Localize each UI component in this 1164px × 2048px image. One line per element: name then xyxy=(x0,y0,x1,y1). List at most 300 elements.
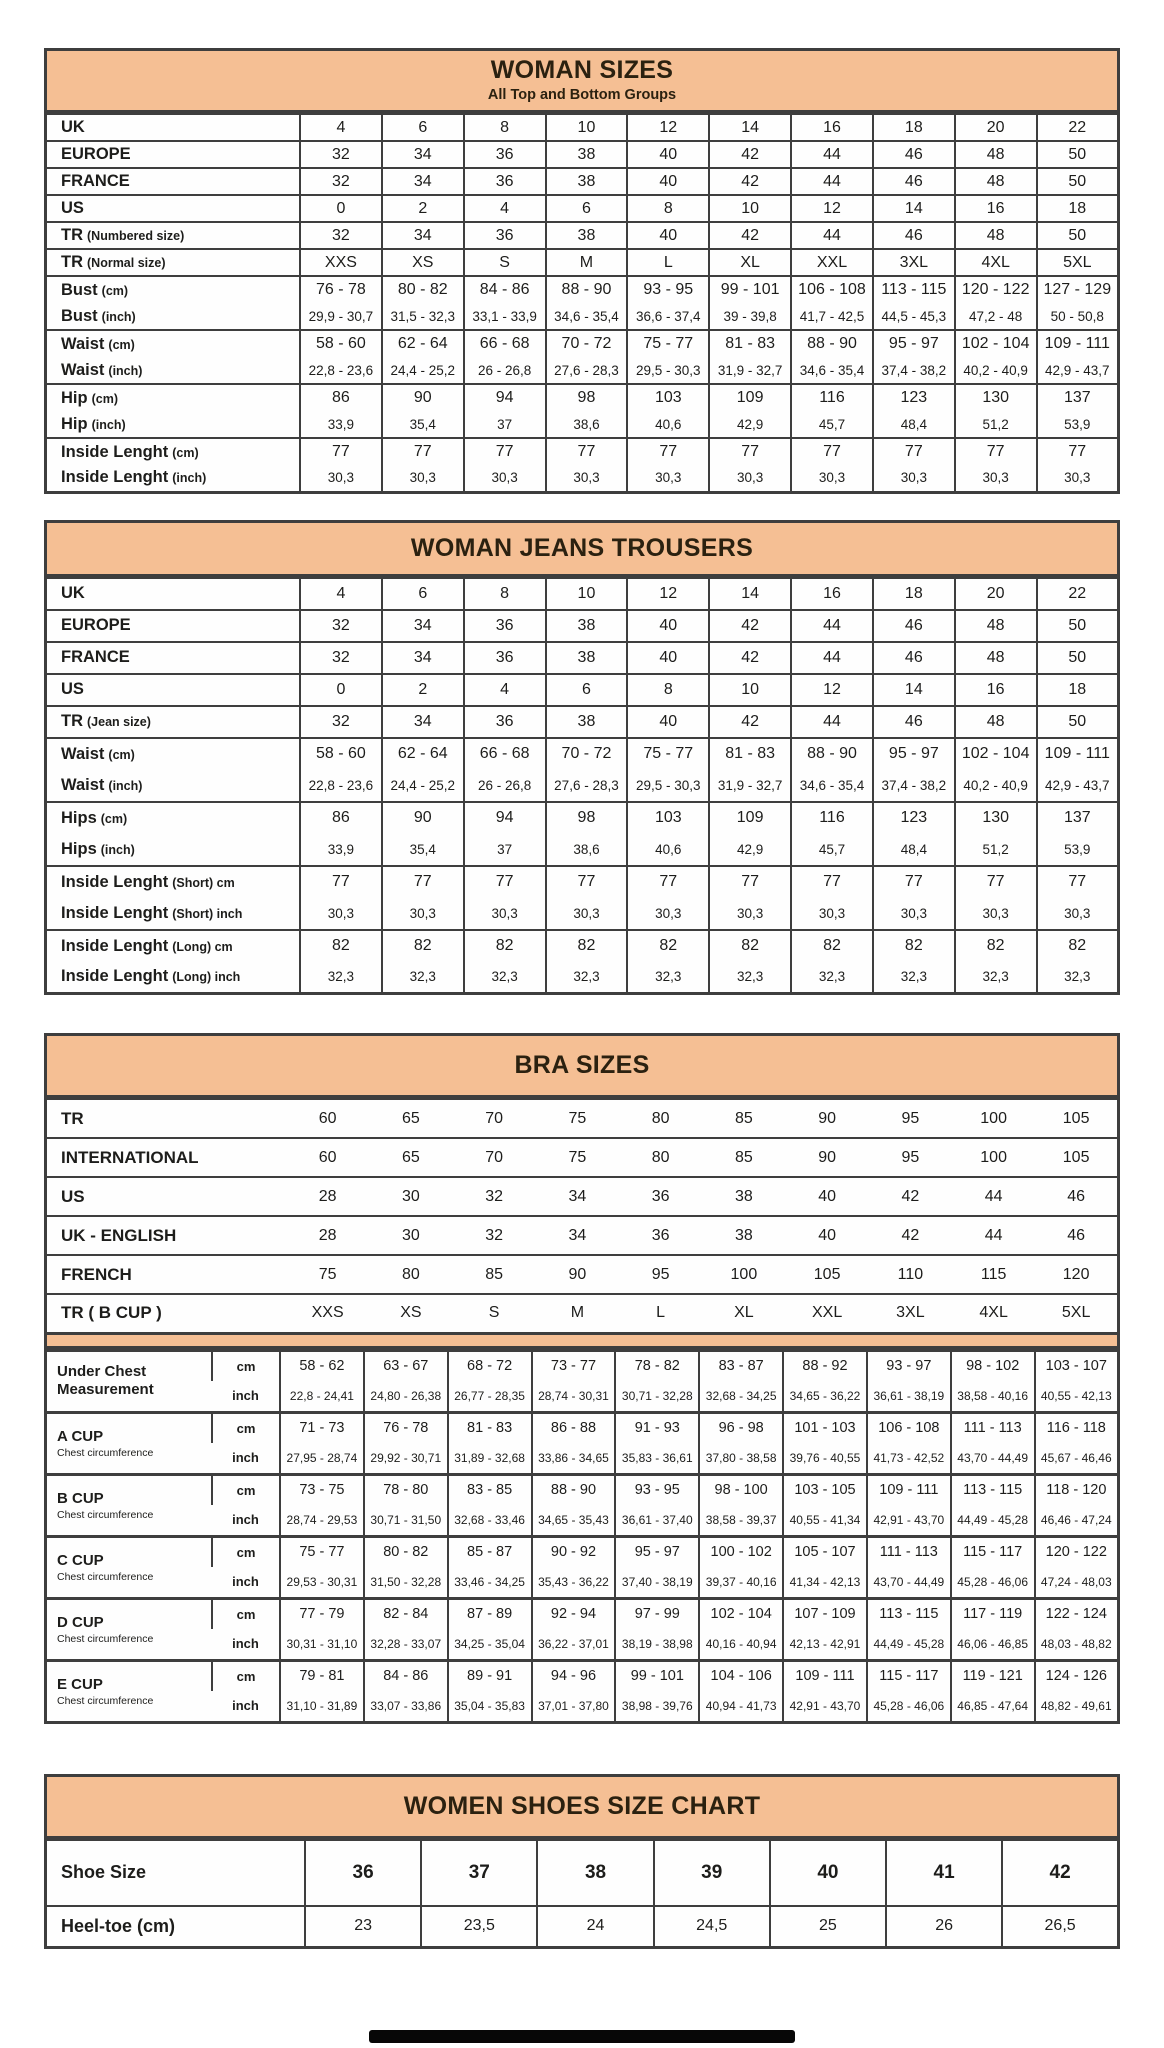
size-cell: 103 - 105 xyxy=(783,1474,867,1505)
unit-cell: inch xyxy=(232,1574,259,1590)
size-cell: L xyxy=(656,1304,666,1322)
size-cell: 45,7 xyxy=(791,411,873,438)
size-cell: 24,5 xyxy=(654,1906,770,1948)
size-cell: 41,34 - 42,13 xyxy=(783,1567,867,1598)
table-row xyxy=(46,962,1119,994)
size-cell: 34 xyxy=(382,168,464,195)
size-cell: 83 - 87 xyxy=(699,1350,783,1381)
home-indicator-bar[interactable] xyxy=(369,2030,795,2043)
size-cell: 34,6 - 35,4 xyxy=(546,303,628,330)
size-cell: 29,53 - 30,31 xyxy=(280,1567,364,1598)
size-cell: 48 xyxy=(955,141,1037,168)
table-row xyxy=(46,610,1119,642)
size-cell: 48 xyxy=(955,642,1037,674)
cup-label xyxy=(46,1412,213,1474)
size-cell: 30,3 xyxy=(955,465,1037,492)
size-cell: 94 - 96 xyxy=(532,1660,616,1691)
size-cell: 53,9 xyxy=(1037,411,1119,438)
row-label-small-text: (inch) xyxy=(91,417,126,432)
size-cell: 18 xyxy=(873,578,955,610)
size-cell: 58 - 60 xyxy=(300,738,382,770)
size-cell: 137 xyxy=(1037,384,1119,411)
size-cell: 88 - 92 xyxy=(783,1350,867,1381)
size-cell: 8 xyxy=(627,195,709,222)
size-cell: L xyxy=(627,249,709,276)
row-label xyxy=(46,866,301,898)
bra-title: BRA SIZES xyxy=(514,1051,650,1079)
size-cell: 28 xyxy=(318,1226,337,1244)
size-cell: 115 - 117 xyxy=(951,1536,1035,1567)
size-cell: 14 xyxy=(709,578,791,610)
size-cell: 30,71 - 32,28 xyxy=(615,1381,699,1412)
size-cell: 88 - 90 xyxy=(791,330,873,357)
size-cell: 76 - 78 xyxy=(300,276,382,303)
size-cell: 32,28 - 33,07 xyxy=(364,1629,448,1660)
table-row xyxy=(46,1138,1119,1177)
row-label-small-text: (Numbered size) xyxy=(87,229,185,243)
size-cell: 23,5 xyxy=(421,1906,537,1948)
size-cell: 105 - 107 xyxy=(783,1536,867,1567)
size-cell: 10 xyxy=(546,114,628,141)
size-cell: 46 xyxy=(873,222,955,249)
size-cell: 95 - 97 xyxy=(873,738,955,770)
size-cell: 120 - 122 xyxy=(955,276,1037,303)
size-cell: 75 xyxy=(318,1265,337,1283)
table-row xyxy=(46,1598,1119,1629)
size-cell: 26 xyxy=(886,1906,1002,1948)
size-cell: 14 xyxy=(709,114,791,141)
size-cell: 75 - 77 xyxy=(627,738,709,770)
size-cell: 4 xyxy=(464,674,546,706)
row-label-text: UK - ENGLISH xyxy=(61,1225,177,1245)
size-cell: 36 xyxy=(464,141,546,168)
row-label xyxy=(46,1255,287,1294)
row-label xyxy=(46,930,301,962)
row-label-text: EUROPE xyxy=(61,616,131,634)
size-cell: 93 - 95 xyxy=(627,276,709,303)
size-cell: 18 xyxy=(1037,195,1119,222)
size-cell: 46 xyxy=(1067,1187,1086,1205)
size-cell: 18 xyxy=(873,114,955,141)
size-cell: 25 xyxy=(770,1906,886,1948)
size-cell: 44 xyxy=(791,642,873,674)
row-label-text: US xyxy=(61,199,84,217)
size-cell: 36 xyxy=(464,706,546,738)
size-cell: 46,06 - 46,85 xyxy=(951,1629,1035,1660)
size-cell: 40 xyxy=(818,1226,837,1244)
row-label-text: US xyxy=(61,680,84,698)
row-label xyxy=(46,1216,287,1255)
row-label-text: Waist xyxy=(61,360,105,379)
size-cell: 37 xyxy=(464,411,546,438)
row-label xyxy=(46,438,301,465)
size-cell: 30,3 xyxy=(791,465,873,492)
size-cell: 34 xyxy=(382,642,464,674)
size-cell: 71 - 73 xyxy=(280,1412,364,1443)
size-cell: 62 - 64 xyxy=(382,330,464,357)
size-cell: 20 xyxy=(955,578,1037,610)
size-cell: 34,25 - 35,04 xyxy=(448,1629,532,1660)
size-cell: 70 xyxy=(485,1109,504,1127)
size-cell: 14 xyxy=(873,195,955,222)
row-label xyxy=(46,249,301,276)
row-label-text: Inside Lenght xyxy=(61,936,169,955)
size-cell: 24,4 - 25,2 xyxy=(382,770,464,802)
size-cell: 38 xyxy=(546,222,628,249)
size-cell: 44 xyxy=(984,1187,1003,1205)
size-cell: 6 xyxy=(546,674,628,706)
size-cell: 32,3 xyxy=(955,962,1037,994)
size-cell: 47,2 - 48 xyxy=(955,303,1037,330)
row-label xyxy=(46,770,301,802)
size-cell: 40 xyxy=(627,706,709,738)
table-row xyxy=(46,168,1119,195)
size-cell: 31,9 - 32,7 xyxy=(709,357,791,384)
size-cell: 34 xyxy=(382,222,464,249)
bra-header-band xyxy=(44,1033,1120,1098)
jeans-trousers-section xyxy=(44,520,1120,996)
size-cell: 109 xyxy=(709,802,791,834)
size-cell: 34 xyxy=(382,706,464,738)
size-cell: 32,3 xyxy=(300,962,382,994)
row-label-small-text: (cm) xyxy=(91,391,118,406)
size-cell: 30,3 xyxy=(709,898,791,930)
size-cell: 4 xyxy=(300,578,382,610)
size-cell: 40,55 - 42,13 xyxy=(1035,1381,1119,1412)
size-cell: 10 xyxy=(546,578,628,610)
row-label-small-text: (cm) xyxy=(100,811,128,826)
size-cell: 16 xyxy=(791,578,873,610)
row-label-small-text: (inch) xyxy=(108,778,143,793)
size-cell: 96 - 98 xyxy=(699,1412,783,1443)
size-cell: 90 - 92 xyxy=(532,1536,616,1567)
row-label-text: UK xyxy=(61,584,85,602)
row-label-text: Heel-toe (cm) xyxy=(61,1915,176,1936)
size-cell: 30 xyxy=(401,1226,420,1244)
size-cell: 45,67 - 46,46 xyxy=(1035,1443,1119,1474)
row-label-text: Shoe Size xyxy=(61,1861,147,1882)
table-row xyxy=(46,770,1119,802)
unit-cell: inch xyxy=(232,1450,259,1466)
row-label-text: TR ( B CUP ) xyxy=(61,1303,162,1323)
size-cell: 36,61 - 37,40 xyxy=(615,1505,699,1536)
size-cell: 39 - 39,8 xyxy=(709,303,791,330)
row-label-text: FRANCE xyxy=(61,172,130,190)
size-cell: 77 xyxy=(300,438,382,465)
size-cell: 77 xyxy=(709,866,791,898)
row-label xyxy=(46,276,301,303)
unit-cell: cm xyxy=(212,1536,280,1567)
size-cell: 40,94 - 41,73 xyxy=(699,1691,783,1722)
size-cell: 40 xyxy=(627,610,709,642)
woman-sizes-table xyxy=(44,113,1120,494)
unit-cell: cm xyxy=(212,1660,280,1691)
size-cell: 75 - 77 xyxy=(280,1536,364,1567)
size-cell: 90 xyxy=(382,384,464,411)
size-cell: 41 xyxy=(886,1840,1002,1906)
size-cell: 40 xyxy=(770,1840,886,1906)
size-cell: 81 - 83 xyxy=(709,738,791,770)
size-cell: 103 xyxy=(627,802,709,834)
size-cell: 88 - 90 xyxy=(546,276,628,303)
size-cell: 36 xyxy=(651,1226,670,1244)
size-cell: 32,3 xyxy=(546,962,628,994)
shoes-size-table xyxy=(44,1839,1120,1950)
size-cell: 82 xyxy=(464,930,546,962)
size-cell: 4XL xyxy=(979,1304,1008,1322)
size-cell: 86 - 88 xyxy=(532,1412,616,1443)
size-cell: 32 xyxy=(300,222,382,249)
size-cell: 48 xyxy=(955,168,1037,195)
row-label xyxy=(46,962,301,994)
size-cell: 109 - 111 xyxy=(1037,738,1119,770)
row-label xyxy=(46,674,301,706)
size-cell: 34 xyxy=(568,1187,587,1205)
size-cell: 30,3 xyxy=(955,898,1037,930)
size-cell: 107 - 109 xyxy=(783,1598,867,1629)
size-cell: 42 xyxy=(709,168,791,195)
size-cell: 30,3 xyxy=(709,465,791,492)
size-cell: 38,58 - 39,37 xyxy=(699,1505,783,1536)
size-cell: 38,19 - 38,98 xyxy=(615,1629,699,1660)
size-cell: 88 - 90 xyxy=(791,738,873,770)
row-label xyxy=(46,1138,287,1177)
size-cell: 32 xyxy=(485,1187,504,1205)
size-cell: 42,13 - 42,91 xyxy=(783,1629,867,1660)
size-cell: 29,5 - 30,3 xyxy=(627,770,709,802)
size-cell: 118 - 120 xyxy=(1035,1474,1119,1505)
size-cell: 42,9 xyxy=(709,411,791,438)
size-cell: 123 xyxy=(873,384,955,411)
size-cell: 44 xyxy=(791,168,873,195)
size-cell: 30,3 xyxy=(300,898,382,930)
size-cell: 14 xyxy=(873,674,955,706)
row-label-small-text: (inch) xyxy=(101,309,136,324)
size-cell: 95 xyxy=(901,1109,920,1127)
size-cell: 30,71 - 31,50 xyxy=(364,1505,448,1536)
cup-label-text: D CUP xyxy=(57,1613,104,1631)
size-cell: 48,4 xyxy=(873,411,955,438)
size-cell: 130 xyxy=(955,384,1037,411)
size-cell: 24 xyxy=(537,1906,653,1948)
table-row xyxy=(46,438,1119,465)
size-cell: 82 xyxy=(546,930,628,962)
unit-cell: inch xyxy=(232,1512,259,1528)
size-cell: 101 - 103 xyxy=(783,1412,867,1443)
size-cell: 33,46 - 34,25 xyxy=(448,1567,532,1598)
size-cell: 95 xyxy=(651,1265,670,1283)
size-cell: 63 - 67 xyxy=(364,1350,448,1381)
size-cell: 45,28 - 46,06 xyxy=(867,1691,951,1722)
size-cell: 62 - 64 xyxy=(382,738,464,770)
size-cell: 2 xyxy=(382,195,464,222)
bra-divider-strip xyxy=(44,1335,1120,1349)
row-label-text: US xyxy=(61,1186,85,1206)
size-cell: 68 - 72 xyxy=(448,1350,532,1381)
table-row xyxy=(46,303,1119,330)
cup-label-sub-text: Chest circumference xyxy=(57,1508,154,1521)
size-cell: 38 xyxy=(546,642,628,674)
size-cell: 39 xyxy=(654,1840,770,1906)
size-cell: 42 xyxy=(901,1226,920,1244)
woman-sizes-header-band xyxy=(44,48,1120,113)
size-cell: 37,40 - 38,19 xyxy=(615,1567,699,1598)
row-label-small-text: (inch) xyxy=(100,842,135,857)
size-cell: 33,9 xyxy=(300,834,382,866)
size-cell: 8 xyxy=(627,674,709,706)
size-cell: 44 xyxy=(791,222,873,249)
size-cell: 86 xyxy=(300,802,382,834)
size-cell: 48 xyxy=(955,222,1037,249)
row-label-small-text: (inch) xyxy=(108,363,143,378)
size-cell: 30,31 - 31,10 xyxy=(280,1629,364,1660)
size-cell: 41,73 - 42,52 xyxy=(867,1443,951,1474)
size-cell: 28 xyxy=(318,1187,337,1205)
size-cell: 42 xyxy=(709,706,791,738)
size-cell: XXL xyxy=(812,1304,843,1322)
size-cell: M xyxy=(546,249,628,276)
size-cell: 37 xyxy=(464,834,546,866)
size-cell: 111 - 113 xyxy=(867,1536,951,1567)
size-cell: 80 xyxy=(651,1109,670,1127)
size-cell: 42,9 xyxy=(709,834,791,866)
size-cell: 40,55 - 41,34 xyxy=(783,1505,867,1536)
size-cell: 30,3 xyxy=(1037,898,1119,930)
row-label xyxy=(46,411,301,438)
size-cell: 12 xyxy=(627,578,709,610)
size-cell: 20 xyxy=(955,114,1037,141)
size-cell: 95 xyxy=(901,1148,920,1166)
row-label-small-text: (cm) xyxy=(108,337,135,352)
size-cell: 127 - 129 xyxy=(1037,276,1119,303)
row-label xyxy=(46,330,301,357)
bra-cup-measurement-table xyxy=(44,1349,1120,1724)
size-cell: 34 xyxy=(568,1226,587,1244)
size-cell: 44 xyxy=(791,141,873,168)
size-cell: 93 - 95 xyxy=(615,1474,699,1505)
size-cell: 102 - 104 xyxy=(955,330,1037,357)
size-cell: 44 xyxy=(791,610,873,642)
table-row xyxy=(46,1255,1119,1294)
size-cell: 30,3 xyxy=(300,465,382,492)
size-cell: 82 xyxy=(873,930,955,962)
size-cell: 27,6 - 28,3 xyxy=(546,357,628,384)
row-label-small-text: (Long) inch xyxy=(172,970,241,985)
size-cell: 46,85 - 47,64 xyxy=(951,1691,1035,1722)
size-cell: 94 xyxy=(464,384,546,411)
size-cell: 43,70 - 44,49 xyxy=(951,1443,1035,1474)
size-cell: 8 xyxy=(464,578,546,610)
cup-label xyxy=(46,1598,213,1660)
size-cell: 28,74 - 29,53 xyxy=(280,1505,364,1536)
size-cell: 119 - 121 xyxy=(951,1660,1035,1691)
size-cell: 124 - 126 xyxy=(1035,1660,1119,1691)
size-cell: 8 xyxy=(464,114,546,141)
size-cell: XL xyxy=(734,1304,754,1322)
table-row xyxy=(46,249,1119,276)
size-cell: 99 - 101 xyxy=(615,1660,699,1691)
size-cell: 30,3 xyxy=(873,465,955,492)
row-label xyxy=(46,1177,287,1216)
size-cell: 113 - 115 xyxy=(951,1474,1035,1505)
size-cell: 30,3 xyxy=(464,465,546,492)
size-cell: XL xyxy=(709,249,791,276)
size-cell: 32 xyxy=(300,141,382,168)
size-cell: 105 xyxy=(1062,1109,1090,1127)
row-label-text: Hip xyxy=(61,414,88,433)
size-cell: 10 xyxy=(709,674,791,706)
row-label-text: Inside Lenght xyxy=(61,468,169,487)
row-label-text: Waist xyxy=(61,775,105,794)
unit-cell: cm xyxy=(212,1474,280,1505)
size-cell: 38,6 xyxy=(546,834,628,866)
size-cell: 3XL xyxy=(873,249,955,276)
size-cell: 78 - 80 xyxy=(364,1474,448,1505)
row-label-text: TR xyxy=(61,226,83,244)
size-cell: 39,37 - 40,16 xyxy=(699,1567,783,1598)
table-row xyxy=(46,1660,1119,1691)
size-cell: 40 xyxy=(627,141,709,168)
size-cell: 76 - 78 xyxy=(364,1412,448,1443)
size-cell: 95 - 97 xyxy=(873,330,955,357)
table-row xyxy=(46,1840,1119,1906)
size-cell: 75 - 77 xyxy=(627,330,709,357)
size-cell: 44,49 - 45,28 xyxy=(951,1505,1035,1536)
size-cell: 80 xyxy=(651,1148,670,1166)
size-cell: 46 xyxy=(873,141,955,168)
table-row xyxy=(46,898,1119,930)
row-label xyxy=(46,141,301,168)
row-label-small-text: (Normal size) xyxy=(87,256,166,270)
row-label-text: FRANCE xyxy=(61,648,130,666)
size-cell: 30,3 xyxy=(546,465,628,492)
size-cell: 6 xyxy=(546,195,628,222)
size-cell: 91 - 93 xyxy=(615,1412,699,1443)
size-cell: 28,74 - 30,31 xyxy=(532,1381,616,1412)
size-cell: 38,6 xyxy=(546,411,628,438)
size-cell: 45,7 xyxy=(791,834,873,866)
jeans-title: WOMAN JEANS TROUSERS xyxy=(410,533,754,562)
size-cell: 82 xyxy=(709,930,791,962)
row-label-text: Inside Lenght xyxy=(61,872,169,891)
row-label-text: TR xyxy=(61,712,83,730)
size-cell: 46 xyxy=(873,642,955,674)
size-cell: 44,49 - 45,28 xyxy=(867,1629,951,1660)
size-cell: 77 xyxy=(873,866,955,898)
size-cell: 98 xyxy=(546,802,628,834)
size-cell: 53,9 xyxy=(1037,834,1119,866)
size-cell: 31,9 - 32,7 xyxy=(709,770,791,802)
size-cell: 83 - 85 xyxy=(448,1474,532,1505)
size-cell: 73 - 75 xyxy=(280,1474,364,1505)
size-cell: 30,3 xyxy=(627,898,709,930)
table-row xyxy=(46,738,1119,770)
size-cell: 33,07 - 33,86 xyxy=(364,1691,448,1722)
size-cell: 37,01 - 37,80 xyxy=(532,1691,616,1722)
cup-label-sub-text: Chest circumference xyxy=(57,1694,154,1707)
size-cell: 47,24 - 48,03 xyxy=(1035,1567,1119,1598)
size-cell: 50 xyxy=(1037,610,1119,642)
size-cell: 36 xyxy=(651,1187,670,1205)
size-cell: XXL xyxy=(791,249,873,276)
size-cell: 77 xyxy=(627,438,709,465)
size-cell: 38 xyxy=(546,610,628,642)
size-cell: 30,3 xyxy=(791,898,873,930)
size-cell: 30,3 xyxy=(382,898,464,930)
size-cell: 77 xyxy=(873,438,955,465)
row-label-text: Inside Lenght xyxy=(61,903,169,922)
size-cell: 95 - 97 xyxy=(615,1536,699,1567)
